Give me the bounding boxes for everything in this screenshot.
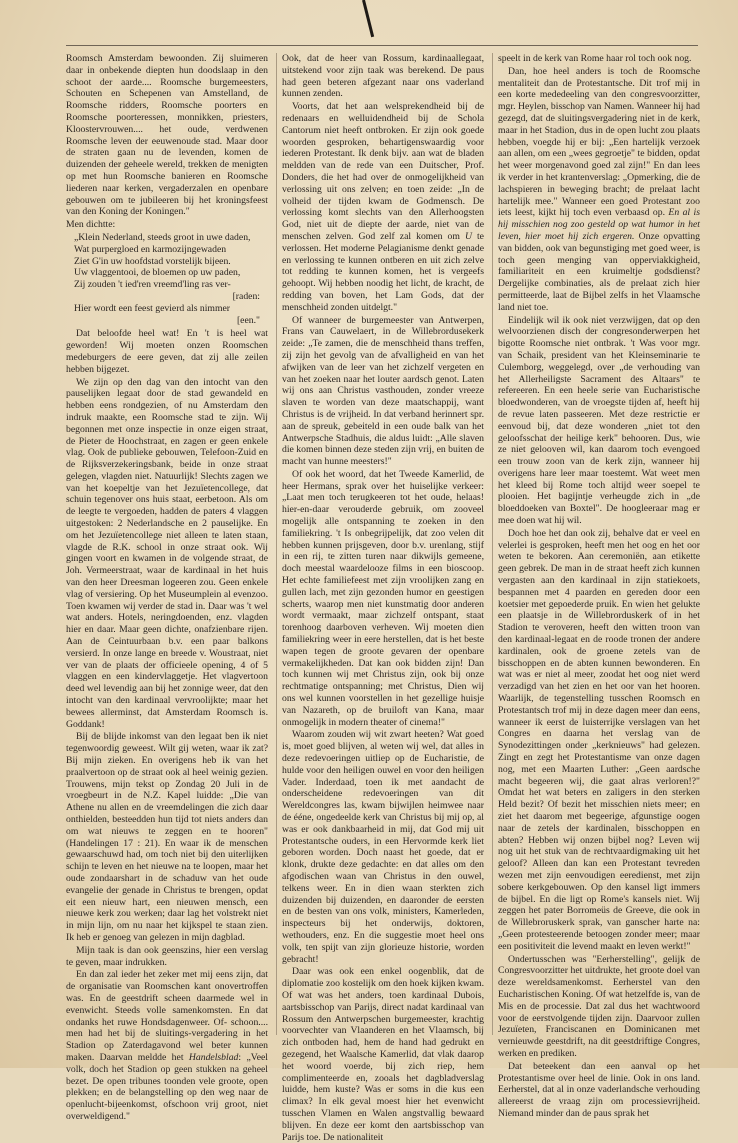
poem-line: Hier wordt een feest gevierd als nimmer <box>74 302 231 314</box>
paragraph: Daar was ook een enkel oogenblik, dat de diplomatie zoo kostelijk om den hoek kijken kwam. Of wat was het anders, toen kardinaal Dubois, aartsbisschop van Parijs, direct nadat kardinaal van Rossum den Antwerpschen burgemeester, krachtig voorvechter van Vlaanderen en het Vlaamsch, bij zich ontboden had, hem de hand had gedrukt en gezegend, het Waalsche Kamerlid, dat vlak daarop het woord voerde, bij zich riep, hem complimenteerde en, zooals het dagbladverslag luidde, hem kuste? Was er soms in die kus een climax? In elk geval moest hier het evenwicht tusschen Vlamen en Walen angstvallig bewaard blijven. En deze eer komt den aartsbisschop van Parijs toe. De nationaliteit <box>282 966 484 1143</box>
paragraph: Mijn taak is dan ook geenszins, hier een verslag te geven, maar indrukken. <box>66 944 268 968</box>
column-divider <box>276 53 277 1035</box>
paragraph: We zijn op den dag van den intocht van den pauselijken legaat door de stad gewandeld en hebben eens rondgezien, of nu Amsterdam den indruk maakte, een Roomsche stad te zijn. Wij begonnen met onze inspectie in onze eigen straat, de Pieter de Hoochstraat, en zagen er geen enkele vlag. Ook de publieke gebouwen, Telefoon-Zuid en de Rijksverzekeringsbank, beide in onze straat gelegen, vlagden niet. Natuurlijk! Slechts zagen we van het koepeltje van het Jezuïetencollege, dat schuin tegenover ons huis staat, eerbetoon. Als om de leegte te vergoeden, hadden de paters 4 vlaggen uitgestoken: 2 Nederlandsche en 2 pauselijke. En om het Jezuïetencollege niet alleen te laten staan, vlagde de R.K. school in onze straat ook. Wij gingen voort en kwamen in de volgende straat, de Joh. Vermeerstraat, waar de kardinaal in het huis van den heer Dreesman logeeren zou. Geen enkele vlag of versiering. Op het Museumplein al evenzoo. Toen kwamen wij verder de stad in. Daar was 't wel wat anders. Hotels, neringdoenden, enz. vlagden hier en daar. Maar geen dichte, onafzienbare rijen. Aan de Ceintuurbaan b.v. een paar balkons versierd. In onze lange en breede v. Woustraat, niet ver van de plaats der officieele opening, 4 of 5 vlaggen en een kindervlaggetje. Het vlagvertoon deed wel levendig aan bij het zonnige weer, dat den intocht van den kardinaal vervroolijkte; maar het bewees allerminst, dat Amsterdam Roomsch is. Goddank! <box>66 376 268 730</box>
paragraph: Dat beloofde heel wat! En 't is heel wat geworden! Wij moeten onzen Roomschen medeburgers de eere geven, dat zij alle zeilen hebben bijgezet. <box>66 328 268 375</box>
poem-line: [raden: <box>232 290 260 302</box>
paragraph: Dat beteekent dan een aanval op het Protestantisme over heel de linie. Ook in ons land. Eerherstel, dat al in onze vaderlandsche verhouding allereerst de vraag zijn om processievrijheid. Niemand minder dan de paus sprak het <box>498 1060 700 1119</box>
paragraph: Eindelijk wil ik ook niet verzwijgen, dat op den welvoorzienen disch der congresonderwerpen het bigotte Roomsche niet ontbrak. 't Was voor mgr. van Schaik, president van het Kleinseminarie te Culemborg, weggelegd, over „de verhouding van het Allerheiligste Sacrament des Altaars" te refereeren. En een heele serie van Eucharistische bloedwonderen, van de vroegste tijden af, heeft hij de revue laten passeeren. Met deze restrictie er eenvoud bij, dat deze wonderen „niet tot den geloofsschat der heilige kerk" behooren. Dus, wie ze niet gelooven wil, kan daarom toch evengoed een trouw zoon van de kerk zijn, wanneer hij overigens hare leer maar toestemt. Wat weet men het kleed bij Rome toch altijd weer soepel te plooien. Het bagijntje verheugde zich in „de bloeddoeken van Boxtel". De hoogleeraar mag er mee doen wat hij wil. <box>498 314 700 527</box>
paragraph: Of wanneer de burgemeester van Antwerpen, Frans van Cauwelaert, in de Willebrordusekerk zeide: „Te zamen, die de menschheid thans treffen, zij zijn het gevolg van de afvalligheid en van het afwijken van de leer van het zichzelf vergeten en van het zoeken naar het louter aardsch genot. Laten wij ons aan Christus vasthouden, zonder vreeze slaven te worden van deze maatschappij, want Christus is de vrijheid. In dat verband herinnert spr. aan de spreuk, gebeiteld in een oude balk van het Antwerpsche Stadhuis, die aldus luidt: „Alle slaven die komen binnen deze steden zijn vrij, en buiten de macht van hunne meesters!" <box>282 314 484 468</box>
paragraph: Waarom zouden wij wit zwart heeten? Wat goed is, moet goed blijven, al weten wij wel, dat alles in deze redevoeringen uitliep op de Eucharistie, de hulde voor den heiligen ouwel en voor den heiligen Vader. Inderdaad, toen ik met aandacht de onderscheidene redevoeringen van dit Wereldcongres las, kwam bijwijlen heimwee naar de ééne, ongedeelde kerk van Christus bij mij op, al was er ook dankbaarheid in mij, dat God mij uit Protestantsche ouders, in een Hervormde kerk liet geboren worden. Doch naast het goede, dat er klonk, drukte deze gedachte: en dat alles om den afgodischen waan van Christus in den ouwel, telkens weer. En in dien waan sterkten zich duizenden bij duizenden, en daaronder de eersten en de besten van ons volk, ministers, Kamerleden, inspecteurs bij het onderwijs, doktoren, wethouders, enz. En die suggestie moet heel ons volk, ten spijt van zijn glorieuze historie, worden gebracht! <box>282 729 484 965</box>
paragraph: Of ook het woord, dat het Tweede Kamerlid, de heer Hermans, sprak over het huiselijke verkeer: „Laat men toch terugkeeren tot het oude, helaas! hier-en-daar verouderde gebruik, om zooveel mogelijk alle ontspanning te zoeken in den familiekring. 't Is onbegrijpelijk, dat zoo velen dit hebben kunnen prijsgeven, door b.v. urenlang, stijf in een rij, te zitten turen naar dikwijls gemeene, doch meestal waardelooze films in een bioscoop. Het echte familiefeest met zijn vroolijken zang en gullen lach, met zijn gezonden humor en geestigen scherts, waarop men niet kunstmatig door anderen wordt vermaakt, maar zichzelf ontspant, staat torenhoog daarboven verheven. Wij moeten dien familiekring weer in eere herstellen, dat is het beste wapen tegen de groote gevaren der openbare vermakelijkheden. Dat kan ook bidden zijn! Dan toch kunnen wij met Christus zijn, ook bij onze rechtmatige ontspanning; met Christus, Dien wij ons wel kunnen voorstellen in het gezellige huisje van Nazareth, op de bruiloft van Kana, maar onmogelijk in modern theater of cinema!" <box>282 468 484 728</box>
paragraph: Ook, dat de heer van Rossum, kardinaallegaat, uitstekend voor zijn taak was berekend. De paus had geen beteren afgezant naar ons vaderland kunnen zenden. <box>282 53 484 100</box>
paragraph: Men dichtte: <box>66 219 116 231</box>
column-divider <box>492 53 493 1035</box>
column-1 <box>66 53 268 1122</box>
paragraph: Dan, hoe heel anders is toch de Roomsche mentaliteit dan de Protestantsche. Dit trof mij in een korte mededeeling van den congresvoorzitter, mgr. Heylen, bisschop van Namen. Wanneer hij had gezegd, dat de sluitingsvergadering niet in de kerk, maar in het Stadion, dus in de open lucht zou plaats hebben, voegde hij er bij: „Een hartelijk verzoek aan allen, om een „wees gegroetje" te bidden, opdat het weer morgenavond goed zal zijn!" En dan lees ik verder in het krantenverslag: „Opmerking, die de lachspieren in beweging bracht; de prelaat lacht hartelijk mee." Wanneer een goed Protestant zoo iets leest, kijkt hij toch even verbaasd op. En al is hij misschien nog zoo gesteld op wat humor in het leven, hier moet hij zich ergeren. Onze opvatting van bidden, ook van begunstiging met goed weer, is toch geen menging van opperviakkigheid, familiariteit en een kruimeltje godsdienst? Dergelijke combinaties, als de prelaat zich hier permitteerde, laat de Bijbel zelfs in het Vlaamsche land niet toe. <box>498 65 700 313</box>
paragraph: En dan zal ieder het zeker met mij eens zijn, dat de organisatie van Roomschen kant onovertroffen was. En de geestdrift scheen daarmede wel in evenwicht. Steeds volle samenkomsten. En dat ondanks het ruwe Hondsdagenweer. Of- schoon.... men had het bij de sluitings-vergadering in het Stadion op Zaterdagavond wel beter kunnen maken. Daarvan meldde het Handelsblad: „Veel volk, doch het Stadion op geen stukken na geheel bezet. De open tribunes toonden vele groote, open plekken; en de belangstelling op den weg naar de openlucht-bijeenkomst, ofschoon vrij groot, niet overweldigend." <box>66 969 268 1122</box>
paragraph: speelt in de kerk van Rome haar rol toch ook nog. <box>498 53 692 64</box>
poem-line: Wat purpergloed en karmozijngewaden <box>74 243 227 255</box>
poem-line: Ziet G'in uw hoofdstad vorstelijk bijeen. <box>74 255 231 267</box>
column-3 <box>498 53 700 1119</box>
paragraph: Bij de blijde inkomst van den legaat ben ik niet tegenwoordig geweest. Wilt gij weten, waar ik zat? Bij mijn zieken. En overigens heb ik van het praalvertoon op de straat ook al heel weinig gezien. Trouwens, mijn tekst op Zondag 20 Juli in de vroegbeurt in de N.Z. Kapel luidde: „Die van Athene nu allen en de vreemdelingen die zich daar onthielden, besteedden hun tijd tot niets anders dan om wat nieuws te zeggen en te hooren" (Handelingen 17 : 21). En waar ik de menschen gewaarschuwd had, om toch niet bij den uiterlijken schijn te leven en het nieuwe na te loopen, maar het oude zondaarshart in de schaduw van het oude evangelie der genade in Christus te brengen, opdat eit een nieuw hart, een nieuwen mensch, een nieuwe kerk zou werken; daar lag het volstrekt niet in mijn lijn, om nu naar het kijkspel te staan zien. Ik heb er genoeg van gelezen in mijn dagblad. <box>66 731 268 943</box>
poem-line: Zij zouden 't ied'ren vreemd'ling ras ver- <box>74 279 231 291</box>
poem-line: [een." <box>236 314 260 326</box>
poem-line: „Klein Nederland, steeds groot in uwe daden, <box>74 231 251 243</box>
poem-line: Uw vlaggentooi, de bloemen op uw paden, <box>74 267 241 279</box>
binding-mark <box>362 0 374 37</box>
paragraph: Roomsch Amsterdam bewoonden. Zij sluimeren daar in onbekende diepten hun doodslaap in den schoot der aarde.... Roomsche burgemeesters, Schouten en Schepenen van Amstelland, de Roomsche ridders, Roomsche poorters en Roomsche poorteressen, monnikken, priesters, Kloostervrouwen.... het oude, verdwenen Roomsche leven der eeuwenoude stad. Maar door de straten gaan nu de levenden, komen de duizenden der geheele wereld, trekken de menigten op met hun Roomsche banieren en Roomsche liederen naar kerken, vergaderzalen en openbare gebouwen om te jubileeren bij het kroningsfeest van den Koning der Koningen." <box>66 53 268 218</box>
paragraph: Ondertusschen was "Eerherstelling", gelijk de Congresvoorzitter het uitdrukte, het groote doel van deze wereldsamenkomst. Eerherstel van den Eucharistischen Koning. Of wat hetzelfde is, van de Mis en de processie. Dat zal dus het wachtwoord voor de eerstvolgende tijden zijn. Daarvoor zullen Jezuïeten, Franciscanen en Dominicanen met vernieuwde geestdrift, na dit geestdriftige Congres, werken en prediken. <box>498 953 700 1059</box>
paragraph: Doch hoe het dan ook zij, behalve dat er veel en velerlei is gesproken, heeft men het oog en het oor weten te bekoren. Aan ceremoniën, aan etikette geen gebrek. De man in de straat heeft zich kunnen vergasten aan den kardinaal in zijn statiekoets, bespannen met 4 paarden en gereden door een koetsier met gepoederde pruik. En wien het gelukte een plaatsje in de Willebrorduskerk of in het Stadion te veroveren, heeft den witten troon van den kardinaal-legaat en de roode tronen der andere kardinalen, ook de groene zetels van de bisschoppen en de abten kunnen bewonderen. En wat was er niet al meer, zoodat het oog niet werd verzadigd van het zien en het oor van het hooren. Waarlijk, de tegenstelling tusschen Roomsch en Protestantsch trof mij in deze dagen meer dan eens, wanneer ik eerst de luisterrijke verslagen van het Congres en daarna het verslag van de Synodezittingen onder „kerknieuws" had gelezen. Zingt en zegt het Protestantisme van onze dagen nog, met een Maarten Luther: „Geen aardsche macht begeeren wij, die gaat alras verloren!?" Omdat het wat beters en zaligers in den sterken Held bezit? Of bezit het misschien niets meer; en ziet het daarom met begeerige, afgunstige oogen naar de zetels der kardinalen, bisschoppen en abten? Hebben wij onzen bijbel nog? Leven wij nog uit het stuk van de rechtvaardigmaking uit het geloof? Alleen dan kan een Protestant tevreden wezen met zijn eenvoudigen eeredienst, met zijn sobere kerkgebouwen. Op den kansel ligt immers de bijbel. En die ligt op Rome's kansels niet. Wij zeggen het pater Borromeüs de Greeve, die ook in de Willebroruskerk sprak, van ganscher harte na: „Geen protesteerende betoogen zonder meer; maar een positiviteit die levend maakt en leven werkt!" <box>498 527 700 952</box>
column-2 <box>282 53 484 1143</box>
top-rule <box>66 45 698 46</box>
poem <box>74 232 268 326</box>
paragraph: Voorts, dat het aan welsprekendheid bij de redenaars en welluidendheid bij de Schola Cantorum niet heeft ontbroken. Er zijn ook goede woorden gesproken, behartigenswaardig voor iederen Protestant. Ik denk bijv. aan wat de bladen meldden van de rede van een Duitscher, Prof. Donders, die het had over de onmogelijkheid van verlossing uit ons zelven; en toen zeide: „In de volheid der tijden kwam de Godmensch. De verlossing komt slechts van den Allerhoogsten God, niet uit de diepte der aarde, niet van de menschen zelven. God zelf zal komen om U te verlossen. Het moderne Pelagianisme denkt genade en verlossing te kunnen ontberen en uit zich zelve tot redding te kunnen komen, het is vergeefs gehoopt. Wij hebben noodig het licht, de kracht, de redding van boven, het Lam Gods, dat der menschheid zonden uitdelgt." <box>282 101 484 313</box>
